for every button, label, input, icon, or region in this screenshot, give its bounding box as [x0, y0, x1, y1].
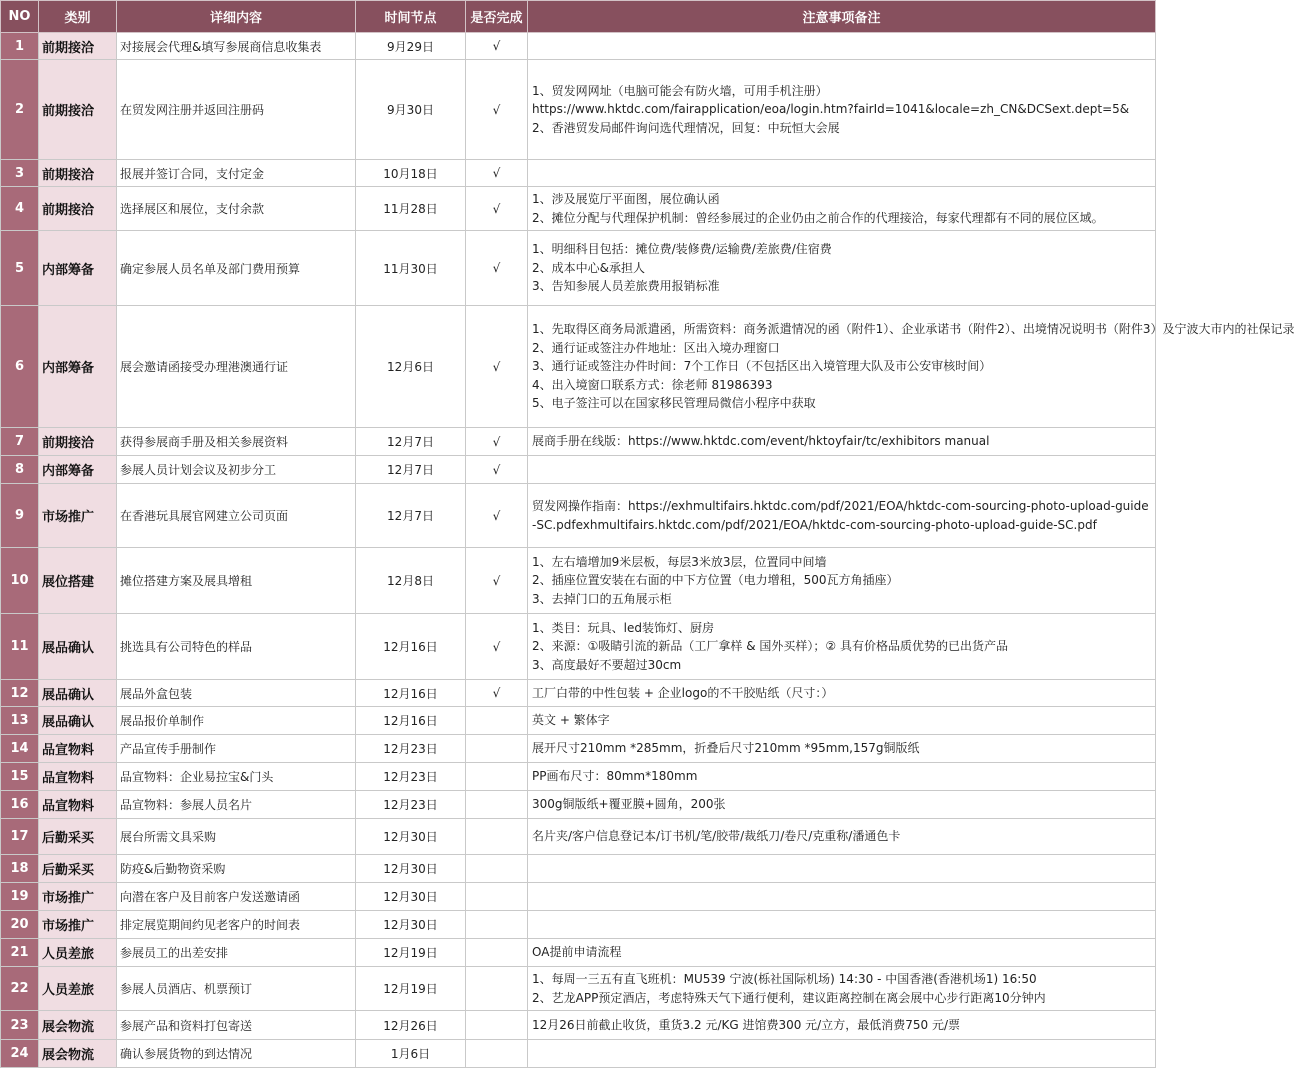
category-cell: 内部筹备	[39, 306, 117, 428]
date-cell: 10月18日	[356, 160, 466, 187]
note-line: 1、类目：玩具、led装饰灯、厨房	[532, 620, 714, 635]
notes-cell	[528, 614, 1156, 680]
category-cell: 品宣物料	[39, 791, 117, 819]
detail-cell: 对接展会代理&填写参展商信息收集表	[117, 33, 356, 60]
note-line: 贸发网操作指南：https://exhmultifairs.hktdc.com/pdf/2021/EOA/hktdc-com-sourcing-photo-upload-guide-SC.pdfexhmultifairs.hktdc.com/pdf/2021/EOA/hktdc-com-sourcing-photo-upload-guide-SC.pdf	[532, 499, 1149, 532]
row-number: 20	[1, 911, 39, 939]
table-row	[1, 456, 1156, 484]
done-cell: √	[466, 548, 528, 614]
category-cell: 展会物流	[39, 1040, 117, 1068]
notes-cell	[528, 33, 1156, 60]
category-cell: 展品确认	[39, 614, 117, 680]
notes-cell	[528, 819, 1156, 855]
table-row	[1, 855, 1156, 883]
date-cell: 12月19日	[356, 939, 466, 967]
detail-cell: 确定参展人员名单及部门费用预算	[117, 231, 356, 306]
header-detail: 详细内容	[117, 1, 356, 33]
note-line: 2、艺龙APP预定酒店，考虑特殊天气下通行便利，建议距离控制在离会展中心步行距离10分钟内	[532, 990, 1046, 1005]
notes-cell	[528, 306, 1295, 428]
note-line: 1、贸发网网址（电脑可能会有防火墙，可用手机注册）	[532, 83, 828, 98]
row-number: 11	[1, 614, 39, 680]
notes-cell	[528, 456, 1156, 484]
notes-cell	[528, 680, 1156, 707]
date-cell: 12月30日	[356, 883, 466, 911]
notes-cell	[528, 160, 1156, 187]
category-cell: 市场推广	[39, 883, 117, 911]
table-row	[1, 883, 1156, 911]
done-cell	[466, 763, 528, 791]
category-cell: 前期接洽	[39, 428, 117, 456]
row-number: 14	[1, 735, 39, 763]
detail-cell: 向潜在客户及目前客户发送邀请函	[117, 883, 356, 911]
notes-cell	[528, 1040, 1156, 1068]
done-cell: √	[466, 614, 528, 680]
done-cell	[466, 855, 528, 883]
table-row	[1, 160, 1156, 187]
header-no: NO	[1, 1, 39, 33]
category-cell: 前期接洽	[39, 160, 117, 187]
table-row	[1, 231, 1156, 306]
row-number: 15	[1, 763, 39, 791]
date-cell: 11月28日	[356, 187, 466, 231]
notes-cell	[528, 735, 1156, 763]
category-cell: 展品确认	[39, 707, 117, 735]
notes-cell	[528, 791, 1156, 819]
category-cell: 品宣物料	[39, 735, 117, 763]
table-row	[1, 735, 1156, 763]
table-header	[1, 1, 1156, 33]
date-cell: 12月16日	[356, 707, 466, 735]
row-number: 24	[1, 1040, 39, 1068]
detail-cell: 参展员工的出差安排	[117, 939, 356, 967]
notes-cell	[528, 484, 1156, 548]
row-number: 7	[1, 428, 39, 456]
category-cell: 后勤采买	[39, 855, 117, 883]
done-cell	[466, 1011, 528, 1040]
row-number: 16	[1, 791, 39, 819]
done-cell	[466, 819, 528, 855]
table-row	[1, 680, 1156, 707]
category-cell: 前期接洽	[39, 187, 117, 231]
detail-cell: 参展人员酒店、机票预订	[117, 967, 356, 1011]
category-cell: 内部筹备	[39, 456, 117, 484]
detail-cell: 品宣物料：企业易拉宝&门头	[117, 763, 356, 791]
date-cell: 12月23日	[356, 763, 466, 791]
done-cell: √	[466, 306, 528, 428]
table-row	[1, 763, 1156, 791]
detail-cell: 确认参展货物的到达情况	[117, 1040, 356, 1068]
note-line: 1、先取得区商务局派遣函，所需资料：商务派遣情况的函（附件1）、企业承诺书（附件2）、出境情况说明书（附件3）及宁波大市内的社保记录	[532, 322, 1295, 337]
done-cell	[466, 911, 528, 939]
note-line: 4、出入境窗口联系方式：徐老师 81986393	[532, 377, 773, 392]
date-cell: 12月19日	[356, 967, 466, 1011]
date-cell: 12月16日	[356, 680, 466, 707]
date-cell: 12月7日	[356, 456, 466, 484]
row-number: 22	[1, 967, 39, 1011]
detail-cell: 排定展览期间约见老客户的时间表	[117, 911, 356, 939]
note-line: 2、成本中心&承担人	[532, 260, 645, 275]
category-cell: 人员差旅	[39, 967, 117, 1011]
note-line: 英文 + 繁体字	[532, 713, 610, 728]
date-cell: 1月6日	[356, 1040, 466, 1068]
notes-cell	[528, 939, 1156, 967]
notes-cell	[528, 911, 1156, 939]
note-line: 3、去掉门口的五角展示柜	[532, 591, 672, 606]
notes-cell	[528, 967, 1156, 1011]
row-number: 19	[1, 883, 39, 911]
category-cell: 展会物流	[39, 1011, 117, 1040]
table-row	[1, 614, 1156, 680]
notes-cell	[528, 855, 1156, 883]
detail-cell: 展会邀请函接受办理港澳通行证	[117, 306, 356, 428]
category-cell: 展位搭建	[39, 548, 117, 614]
done-cell: √	[466, 187, 528, 231]
category-cell: 前期接洽	[39, 60, 117, 160]
date-cell: 12月23日	[356, 735, 466, 763]
note-line: 2、摊位分配与代理保护机制：曾经参展过的企业仍由之前合作的代理接洽，每家代理都有不同的展位区域。	[532, 210, 1104, 225]
done-cell	[466, 1040, 528, 1068]
date-cell: 12月6日	[356, 306, 466, 428]
note-line: 1、每周一三五有直飞班机：MU539 宁波(栎社国际机场) 14:30 - 中国香港(香港机场1) 16:50	[532, 972, 1037, 986]
date-cell: 12月16日	[356, 614, 466, 680]
note-line: 展开尺寸210mm *285mm，折叠后尺寸210mm *95mm,157g铜版纸	[532, 741, 920, 756]
notes-cell	[528, 548, 1156, 614]
row-number: 9	[1, 484, 39, 548]
header-date: 时间节点	[356, 1, 466, 33]
table-row	[1, 819, 1156, 855]
table-row	[1, 33, 1156, 60]
detail-cell: 展品报价单制作	[117, 707, 356, 735]
table-row	[1, 967, 1156, 1011]
row-number: 6	[1, 306, 39, 428]
row-number: 17	[1, 819, 39, 855]
done-cell: √	[466, 231, 528, 306]
done-cell: √	[466, 484, 528, 548]
detail-cell: 产品宣传手册制作	[117, 735, 356, 763]
date-cell: 12月7日	[356, 428, 466, 456]
done-cell	[466, 791, 528, 819]
notes-cell	[528, 187, 1156, 231]
date-cell: 12月7日	[356, 484, 466, 548]
note-line: 1、涉及展览厅平面图，展位确认函	[532, 192, 720, 206]
note-line: 1、明细科目包括：摊位费/装修费/运输费/差旅费/住宿费	[532, 242, 832, 257]
detail-cell: 在贸发网注册并返回注册码	[117, 60, 356, 160]
category-cell: 内部筹备	[39, 231, 117, 306]
note-line: 12月26日前截止收货，重货3.2 元/KG 进馆费300 元/立方，最低消费750 元/票	[532, 1017, 960, 1032]
table-row	[1, 306, 1156, 428]
detail-cell: 展品外盒包装	[117, 680, 356, 707]
row-number: 5	[1, 231, 39, 306]
detail-cell: 在香港玩具展官网建立公司页面	[117, 484, 356, 548]
note-line: 2、通行证或签注办件地址：区出入境办理窗口	[532, 340, 780, 355]
table-row	[1, 939, 1156, 967]
done-cell	[466, 939, 528, 967]
note-line: 展商手册在线版：https://www.hktdc.com/event/hktoyfair/tc/exhibitors manual	[532, 434, 990, 449]
notes-cell	[528, 60, 1156, 160]
note-line: PP画布尺寸：80mm*180mm	[532, 769, 698, 784]
row-number: 3	[1, 160, 39, 187]
detail-cell: 摊位搭建方案及展具增租	[117, 548, 356, 614]
done-cell: √	[466, 160, 528, 187]
row-number: 23	[1, 1011, 39, 1040]
done-cell	[466, 707, 528, 735]
category-cell: 市场推广	[39, 484, 117, 548]
note-line: 名片夹/客户信息登记本/订书机/笔/胶带/裁纸刀/卷尺/克重称/潘通色卡	[532, 829, 901, 844]
row-number: 4	[1, 187, 39, 231]
notes-cell	[528, 1011, 1156, 1040]
done-cell: √	[466, 680, 528, 707]
done-cell: √	[466, 456, 528, 484]
note-line: 300g铜版纸+覆亚膜+圆角，200张	[532, 797, 726, 812]
done-cell	[466, 967, 528, 1011]
row-number: 18	[1, 855, 39, 883]
detail-cell: 选择展区和展位，支付余款	[117, 187, 356, 231]
table-row	[1, 428, 1156, 456]
note-line: OA提前申请流程	[532, 945, 622, 960]
detail-cell: 展台所需文具采购	[117, 819, 356, 855]
row-number: 21	[1, 939, 39, 967]
notes-cell	[528, 883, 1156, 911]
note-line: 2、来源：①吸睛引流的新品（工厂拿样 & 国外买样）；② 具有价格品质优势的已出货产品	[532, 639, 1008, 654]
detail-cell: 防疫&后勤物资采购	[117, 855, 356, 883]
header-notes: 注意事项备注	[528, 1, 1156, 33]
table-row	[1, 548, 1156, 614]
note-line: 3、高度最好不要超过30cm	[532, 657, 682, 672]
table-row	[1, 187, 1156, 231]
notes-cell	[528, 763, 1156, 791]
row-number: 1	[1, 33, 39, 60]
date-cell: 12月30日	[356, 855, 466, 883]
table-body	[1, 33, 1295, 1068]
date-cell: 11月30日	[356, 231, 466, 306]
done-cell: √	[466, 60, 528, 160]
category-cell: 品宣物料	[39, 763, 117, 791]
table-row	[1, 1040, 1156, 1068]
row-number: 13	[1, 707, 39, 735]
header-done: 是否完成	[466, 1, 528, 33]
table-row	[1, 60, 1156, 160]
done-cell	[466, 735, 528, 763]
done-cell	[466, 883, 528, 911]
date-cell: 12月23日	[356, 791, 466, 819]
note-line: https://www.hktdc.com/fairapplication/eoa/login.htm?fairId=1041&locale=zh_CN&DCSext.dept=5&	[532, 102, 1130, 117]
table-row	[1, 484, 1156, 548]
detail-cell: 报展并签订合同，支付定金	[117, 160, 356, 187]
category-cell: 市场推广	[39, 911, 117, 939]
detail-cell: 获得参展商手册及相关参展资料	[117, 428, 356, 456]
notes-cell	[528, 231, 1156, 306]
date-cell: 9月29日	[356, 33, 466, 60]
row-number: 12	[1, 680, 39, 707]
note-line: 1、左右墙增加9米层板，每层3米放3层，位置同中间墙	[532, 554, 827, 569]
category-cell: 前期接洽	[39, 33, 117, 60]
date-cell: 12月30日	[356, 911, 466, 939]
note-line: 2、香港贸发局邮件询问选代理情况，回复：中玩恒大会展	[532, 120, 840, 135]
note-line: 3、告知参展人员差旅费用报销标准	[532, 279, 720, 294]
note-line: 3、通行证或签注办件时间：7个工作日（不包括区出入境管理大队及市公安审核时间）	[532, 359, 992, 374]
detail-cell: 品宣物料：参展人员名片	[117, 791, 356, 819]
header-category: 类别	[39, 1, 117, 33]
category-cell: 后勤采买	[39, 819, 117, 855]
notes-cell	[528, 428, 1156, 456]
detail-cell: 参展产品和资料打包寄送	[117, 1011, 356, 1040]
table-row	[1, 1011, 1156, 1040]
category-cell: 展品确认	[39, 680, 117, 707]
date-cell: 12月26日	[356, 1011, 466, 1040]
row-number: 10	[1, 548, 39, 614]
note-line: 2、插座位置安装在右面的中下方位置（电力增租，500瓦方角插座）	[532, 573, 899, 588]
done-cell: √	[466, 33, 528, 60]
note-line: 5、电子签注可以在国家移民管理局微信小程序中获取	[532, 396, 816, 411]
date-cell: 9月30日	[356, 60, 466, 160]
done-cell: √	[466, 428, 528, 456]
row-number: 2	[1, 60, 39, 160]
table-row	[1, 791, 1156, 819]
row-number: 8	[1, 456, 39, 484]
date-cell: 12月8日	[356, 548, 466, 614]
note-line: 工厂白带的中性包装 + 企业logo的不干胶贴纸（尺寸：）	[532, 685, 834, 700]
detail-cell: 参展人员计划会议及初步分工	[117, 456, 356, 484]
date-cell: 12月30日	[356, 819, 466, 855]
table-row	[1, 911, 1156, 939]
notes-cell	[528, 707, 1156, 735]
category-cell: 人员差旅	[39, 939, 117, 967]
detail-cell: 挑选具有公司特色的样品	[117, 614, 356, 680]
table-row	[1, 707, 1156, 735]
